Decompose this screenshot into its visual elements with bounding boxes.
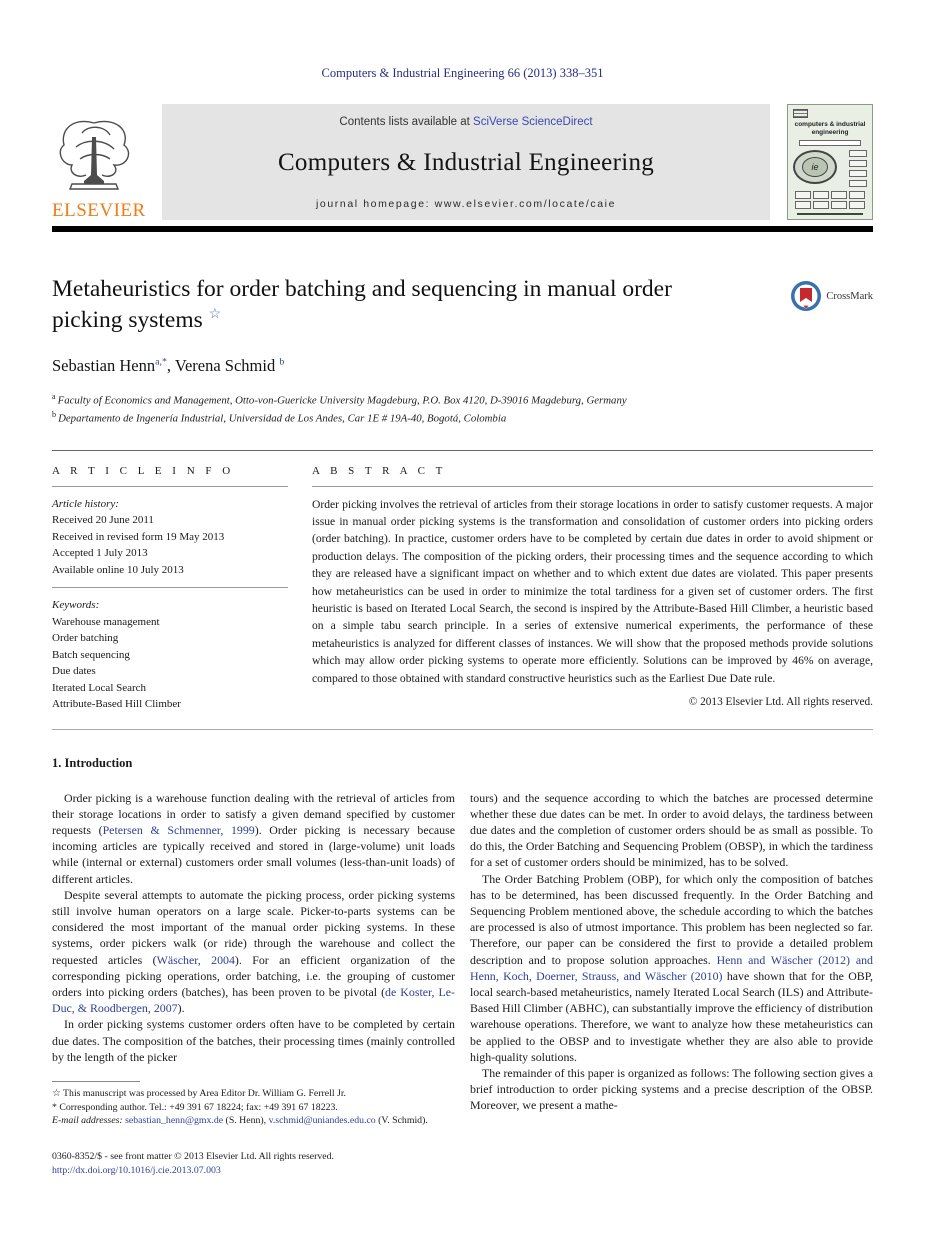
- journal-title: Computers & Industrial Engineering: [277, 149, 655, 176]
- cover-ie-logo: [793, 150, 837, 184]
- crossmark-badge[interactable]: [790, 280, 873, 312]
- cover-chip: [795, 201, 811, 209]
- cover-chip: [849, 191, 865, 199]
- body-paragraph: [52, 1016, 455, 1065]
- text-segment: E-mail addresses:: [52, 1115, 126, 1127]
- cover-chip: [813, 201, 829, 209]
- author-affiliation-marker[interactable]: a,*: [155, 356, 167, 368]
- rule: [52, 486, 288, 487]
- keyword-item: Order batching: [52, 632, 119, 645]
- right-column-paragraphs: [470, 790, 873, 1114]
- abstract-text: Order picking involves the retrieval of articles from their storage locations in order to satisfy customer requests. A major issue in manual order picking systems is the transformation and consolidation of customer orders into picking orders (order batching). In practice, customer orders have to be completed by certain due dates in order to avoid shipment or production delays. The composition of the picking orders, their processing times and the sequence according to which they are released have a significant impact on whether and to which extent due dates are violated. This paper presents how metaheuristics can be used in order to minimize the total tardiness for a given set of customer orders. The first heuristic is based on Iterated Local Search, the second is inspired by the Attribute-Based Hill Climber, a heuristic based on a simple tabu search principle. In a series of extensive numerical experiments, the performance of these metaheuristics is analyzed for different classes of instances. We will show that the proposed methods provide solutions which may allow order picking systems to operate more efficiently. Solutions can be improved by 46% on average, compared to those obtained with standard constructive heuristics such as the Earliest Due Date rule.: [312, 497, 873, 685]
- text-segment: ). Order picking is necessary because incoming articles are typically received and stored in (large-volume) unit loads while (internal or external) customers order small volumes (less-than-unit loads) of different articles.: [52, 823, 455, 886]
- cover-chip: [831, 201, 847, 209]
- cover-bottom-bar: [797, 213, 864, 215]
- text-segment: ☆ This manuscript was processed by Area Editor Dr. William G. Ferrell Jr.: [52, 1087, 346, 1099]
- affiliation-line: [52, 391, 873, 409]
- affiliation-marker: a: [52, 392, 58, 402]
- footnotes-block: [52, 1081, 455, 1128]
- affiliation-line: [52, 409, 873, 427]
- keywords-block: [52, 597, 288, 713]
- author-affiliation-marker[interactable]: b: [279, 356, 285, 368]
- affiliation-text: Departamento de Ingenería Industrial, Universidad de Los Andes, Car 1E # 19A-40, Bogotá, Colombia: [58, 412, 507, 425]
- reference-link[interactable]: Henn and Wäscher (2012) and Henn, Koch, Doerner, Strauss, and Wäscher (2010): [470, 952, 873, 983]
- text-segment: (V. Schmid).: [375, 1115, 428, 1127]
- abstract-heading: A B S T R A C T: [312, 464, 447, 477]
- text-segment: In order picking systems customer orders often have to be completed by certain due dates. The composition of the batches, their processing times (mainly controlled by the length of the picker: [52, 1017, 455, 1064]
- history-item: Accepted 1 July 2013: [52, 547, 148, 560]
- text-segment: ). For an efficient organization of the corresponding picking operations, order batching, i.e. the grouping of customer orders into picking orders (batches), has been proven to be pivotal (: [52, 952, 455, 999]
- journal-header: [52, 104, 873, 220]
- cover-chip: [795, 191, 811, 199]
- keyword-item: Due dates: [52, 665, 96, 678]
- reference-link[interactable]: sebastian_henn@gmx.de: [125, 1115, 224, 1127]
- keyword-item: Warehouse management: [52, 615, 160, 628]
- affiliation-text: Faculty of Economics and Management, Otto-von-Guericke University Magdeburg, P.O. Box 4120, D-39016 Magdeburg, Germany: [57, 394, 627, 407]
- cover-middle: [793, 150, 867, 187]
- elsevier-tree-icon: [52, 111, 136, 199]
- cover-chip: [831, 191, 847, 199]
- cover-chip: [849, 170, 867, 177]
- reference-link[interactable]: de Koster, Le-Duc, & Roodbergen, 2007: [52, 984, 455, 1016]
- reference-link[interactable]: Petersen & Schmenner, 1999: [102, 823, 255, 838]
- doi-link[interactable]: http://dx.doi.org/10.1016/j.cie.2013.07.003: [52, 1165, 221, 1177]
- history-item: Received in revised form 19 May 2013: [52, 530, 225, 543]
- reference-link[interactable]: v.schmid@uniandes.edu.co: [268, 1115, 376, 1127]
- cover-chip: [849, 160, 867, 167]
- abstract-column: [312, 463, 873, 713]
- article-info-heading: A R T I C L E I N F O: [52, 464, 235, 477]
- running-head-citation: Computers & Industrial Engineering 66 (2013) 338–351: [321, 66, 604, 80]
- header-divider-rule: [52, 226, 873, 232]
- cover-journal-title: computers & industrial engineering: [794, 121, 866, 136]
- body-paragraph: [52, 790, 455, 887]
- body-paragraph: [470, 790, 873, 871]
- elsevier-logo: [52, 104, 162, 220]
- cover-bottom-grid: [793, 191, 867, 209]
- title-footnote-star[interactable]: ☆: [208, 306, 222, 323]
- text-segment: Despite several attempts to automate the picking process, order picking systems still involve human operators on a large scale. Picker-to-parts systems can be considered the most important of the manual order picking systems. In these systems, order pickers walk (or ride) through the warehouse and collect the requested articles (: [52, 887, 455, 967]
- crossmark-icon: [790, 280, 822, 312]
- article-history: [52, 496, 288, 579]
- contents-prefix: Contents lists available at: [339, 116, 474, 128]
- contents-available-line: [339, 116, 592, 128]
- cover-chip: [849, 180, 867, 187]
- journal-banner: [162, 104, 770, 220]
- cover-chip: [813, 191, 829, 199]
- author-name: Sebastian Henn: [52, 356, 156, 376]
- cover-side-chips: [849, 150, 867, 187]
- crossmark-label: CrossMark: [826, 290, 873, 302]
- cover-chip: [849, 201, 865, 209]
- journal-homepage-line[interactable]: journal homepage: www.elsevier.com/locate/caie: [315, 198, 617, 210]
- text-segment: tours) and the sequence according to which the batches are processed determine whether these due dates can be met. In order to avoid delays, the tardiness between due dates and the completion of customer orders should be as small as possible. To do this, the Order Batching and Sequencing Problem (OBSP), in which the tardiness for a set of customer orders should be minimized, has to be solved.: [470, 790, 873, 870]
- author-separator: ,: [166, 356, 175, 376]
- copyright-line: © 2013 Elsevier Ltd. All rights reserved.: [688, 695, 873, 708]
- body-column-left: [52, 790, 455, 1179]
- left-column-paragraphs: [52, 790, 455, 1065]
- footnote-line: [52, 1101, 455, 1115]
- cover-chip: [849, 150, 867, 157]
- footnote-rule: [52, 1081, 140, 1082]
- sciverse-sciencedirect-link[interactable]: SciVerse ScienceDirect: [473, 116, 593, 128]
- rule: [52, 587, 288, 588]
- cover-box-decoration: [799, 140, 861, 147]
- text-segment: * Corresponding author. Tel.: +49 391 67 18224; fax: +49 391 67 18223.: [52, 1101, 338, 1113]
- history-item: Received 20 June 2011: [52, 514, 154, 527]
- text-segment: The remainder of this paper is organized as follows: The following section gives a brief introduction to order picking systems and a precise description of the OBSP. Moreover, we present a mathe-: [470, 1065, 873, 1113]
- tree-trunk: [84, 137, 104, 184]
- body-columns: [52, 790, 873, 1179]
- keywords-label: Keywords:: [52, 599, 100, 612]
- title-block: [52, 274, 873, 336]
- text-segment: ).: [177, 1001, 185, 1016]
- section-heading-introduction: 1. Introduction: [52, 755, 133, 770]
- issn-copyright-line: 0360-8352/$ - see front matter © 2013 Elsevier Ltd. All rights reserved.: [52, 1150, 334, 1162]
- keyword-item: Iterated Local Search: [52, 681, 147, 694]
- author-line: [52, 356, 873, 376]
- paper-title: [52, 274, 712, 336]
- footnote-line: [52, 1114, 455, 1128]
- text-segment: (S. Henn),: [223, 1115, 269, 1127]
- article-info-column: [52, 463, 288, 713]
- keyword-item: Batch sequencing: [52, 648, 130, 661]
- affiliations: [52, 391, 873, 428]
- elsevier-wordmark: ELSEVIER: [52, 200, 146, 221]
- body-column-right: [470, 790, 873, 1179]
- text-segment: Order picking is a warehouse function dealing with the retrieval of articles from their storage locations in order to satisfy a given demand specified by customer requests (: [52, 790, 455, 838]
- text-segment: The Order Batching Problem (OBP), for which only the composition of batches has to be determined, has been discussed frequently. In the Order Batching and Sequencing Problem mentioned above, the schedule according to which the batches are processed is also of utmost importance. This problem has been neglected so far. Therefore, our paper can be considered the first to provide a detailed problem description and to propose solution approaches.: [470, 871, 873, 967]
- paper-title-text: Metaheuristics for order batching and sequencing in manual order picking systems: [52, 276, 672, 334]
- text-segment: have shown that for the OBP, local search-based metaheuristics, namely Iterated Local Search (ILS) and Attribute-Based Hill Climber (ABHC), can substantially improve the efficiency of distribution warehouse operations. Therefore, we want to analyze how these metaheuristics can be applied to the OBSP and to investigate whether they are also able to provide high-quality solutions.: [470, 968, 873, 1064]
- body-paragraph: [470, 1065, 873, 1114]
- rule: [312, 486, 873, 487]
- history-item: Available online 10 July 2013: [52, 563, 184, 576]
- article-history-label: Article history:: [52, 497, 119, 510]
- affiliation-marker: b: [52, 410, 59, 420]
- issn-doi-block: [52, 1150, 455, 1178]
- journal-cover-thumbnail[interactable]: [787, 104, 873, 220]
- cover-publisher-mark: [793, 109, 808, 118]
- cover-ie-text: ie: [802, 157, 828, 177]
- reference-link[interactable]: Wäscher, 2004: [156, 952, 235, 967]
- body-paragraph: [470, 871, 873, 1065]
- body-paragraph: [52, 887, 455, 1017]
- footnote-line: [52, 1087, 455, 1101]
- keyword-item: Attribute-Based Hill Climber: [52, 698, 181, 711]
- article-info-abstract-section: [52, 450, 873, 730]
- author-name: Verena Schmid: [174, 356, 276, 376]
